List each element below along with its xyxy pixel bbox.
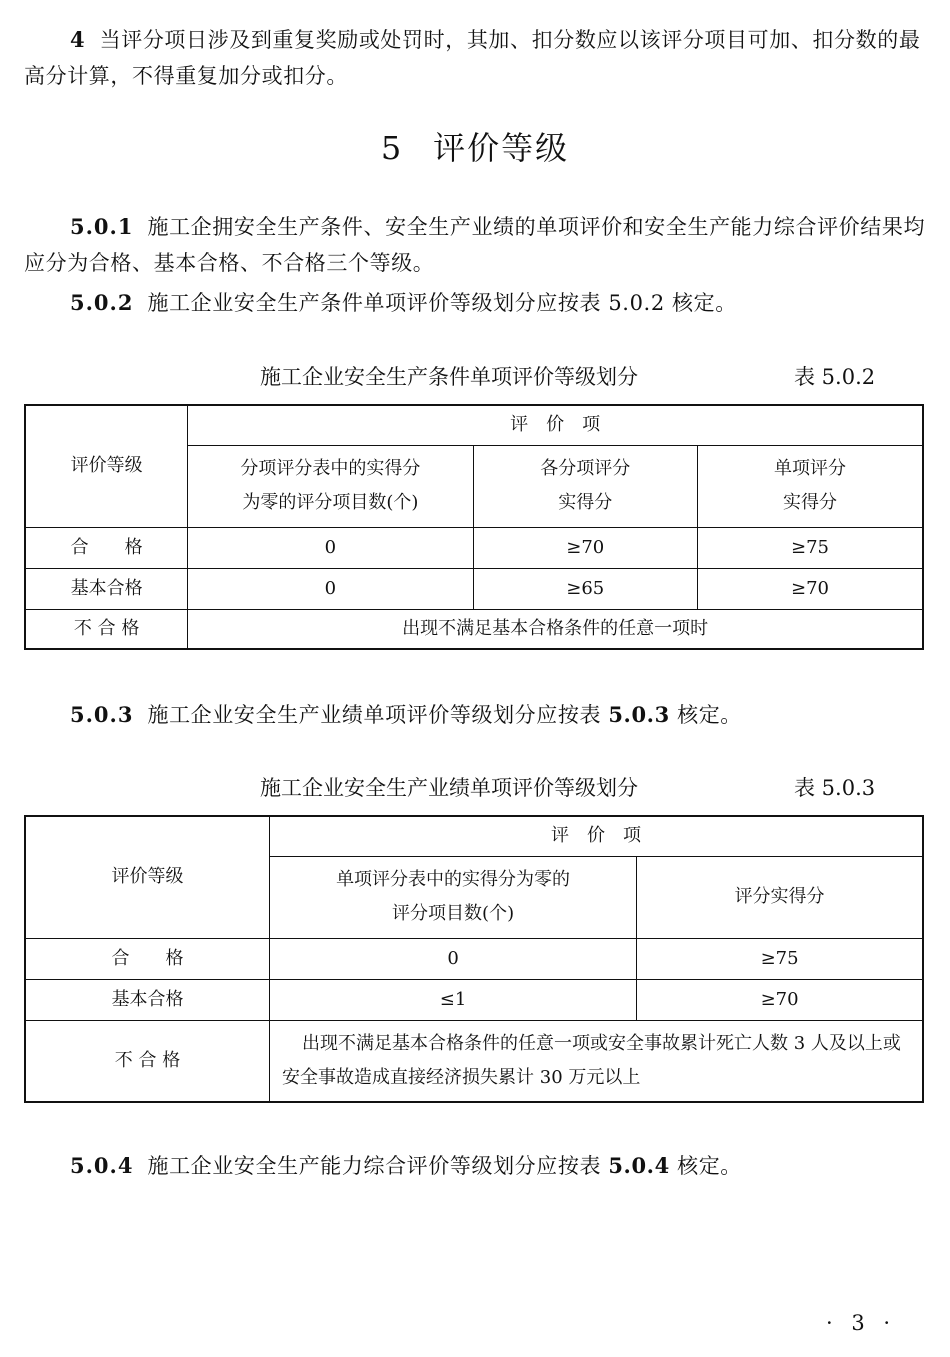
table1-col3-line2: 实得分 [782, 492, 837, 513]
table2-header-items: 评 价 项 [270, 816, 923, 856]
clause-503-number: 5.0.3 [70, 702, 134, 727]
table1-number: 表 5.0.2 [794, 365, 876, 389]
table-row [25, 979, 923, 1020]
table2-row1-c2: ≥75 [637, 938, 923, 979]
table1-col2-header [473, 445, 697, 527]
table2 [24, 815, 924, 1103]
clause-504-text-before: 施工企业安全生产能力综合评价等级划分应按表 [147, 1154, 609, 1178]
chapter-number: 5 [380, 129, 404, 167]
table1 [24, 404, 924, 650]
table2-number: 表 5.0.3 [794, 776, 876, 800]
table1-row2-c3: ≥70 [697, 568, 923, 609]
table1-fail-text: 出现不满足基本合格条件的任意一项时 [188, 609, 923, 649]
table-row [25, 527, 923, 568]
table1-header-grade: 评价等级 [25, 405, 188, 527]
table2-fail-grade: 不 合 格 [25, 1020, 270, 1102]
clause-503-text-after: 核定。 [669, 703, 742, 727]
clause-503 [24, 697, 926, 733]
table-row [25, 568, 923, 609]
chapter-title: 评价等级 [433, 129, 570, 167]
table2-col1-header [270, 856, 637, 938]
table1-col1-header [188, 445, 473, 527]
page-number: · 3 · [826, 1311, 897, 1335]
table1-col3-line1: 单项评分 [773, 458, 846, 479]
table2-title: 施工企业安全生产业绩单项评价等级划分 [260, 776, 638, 800]
clause-501 [24, 209, 926, 281]
table2-row2-grade: 基本合格 [25, 979, 270, 1020]
table1-row2-grade: 基本合格 [25, 568, 188, 609]
table1-row1-c1: 0 [188, 527, 473, 568]
table1-col3-header [697, 445, 923, 527]
table2-col1-line2: 评分项目数(个) [392, 903, 515, 924]
clause-502-text: 施工企业安全生产条件单项评价等级划分应按表 5.0.2 核定。 [147, 291, 737, 315]
table1-col1-line2: 为零的评分项目数(个) [242, 492, 419, 513]
table2-row1-c1: 0 [270, 938, 637, 979]
clause-504-number: 5.0.4 [70, 1153, 134, 1178]
intro-number: 4 [70, 27, 86, 52]
clause-504-text-after: 核定。 [669, 1154, 742, 1178]
table2-row2-c1: ≤1 [270, 979, 637, 1020]
clause-501-number: 5.0.1 [70, 214, 134, 239]
clause-503-ref: 5.0.3 [608, 702, 670, 727]
table2-header-grade: 评价等级 [25, 816, 270, 938]
table2-col1-line1: 单项评分表中的实得分为零的 [336, 869, 571, 890]
table-row [25, 938, 923, 979]
table1-row1-c3: ≥75 [697, 527, 923, 568]
table1-fail-grade: 不 合 格 [25, 609, 188, 649]
table-row [25, 1020, 923, 1102]
table-row [25, 609, 923, 649]
clause-501-text: 施工企拥安全生产条件、安全生产业绩的单项评价和安全生产能力综合评价结果均应分为合格、基本合格、不合格三个等级。 [24, 215, 926, 275]
clause-502-number: 5.0.2 [70, 290, 134, 315]
table1-col1-line1: 分项评分表中的实得分 [240, 458, 421, 479]
table1-row2-c2: ≥65 [473, 568, 697, 609]
table2-col2-header: 评分实得分 [637, 856, 923, 938]
clause-504-ref: 5.0.4 [608, 1153, 670, 1178]
intro-paragraph [24, 22, 926, 94]
clause-504 [24, 1148, 926, 1184]
table2-row2-c2: ≥70 [637, 979, 923, 1020]
table2-row1-grade: 合 格 [25, 938, 270, 979]
table1-row2-c1: 0 [188, 568, 473, 609]
table1-title: 施工企业安全生产条件单项评价等级划分 [260, 365, 638, 389]
table1-header-items: 评 价 项 [188, 405, 923, 445]
table1-col2-line2: 实得分 [558, 492, 613, 513]
clause-503-text-before: 施工企业安全生产业绩单项评价等级划分应按表 [147, 703, 609, 727]
chapter-heading [0, 124, 950, 172]
table2-fail-text: 出现不满足基本合格条件的任意一项或安全事故累计死亡人数 3 人及以上或安全事故造成直接经济损失累计 30 万元以上 [270, 1020, 923, 1102]
clause-502 [24, 285, 926, 321]
table1-row1-c2: ≥70 [473, 527, 697, 568]
table1-col2-line1: 各分项评分 [540, 458, 631, 479]
intro-text: 当评分项日涉及到重复奖励或处罚时，其加、扣分数应以该评分项目可加、扣分数的最高分计算，不得重复加分或扣分。 [24, 28, 921, 88]
table1-row1-grade: 合 格 [25, 527, 188, 568]
